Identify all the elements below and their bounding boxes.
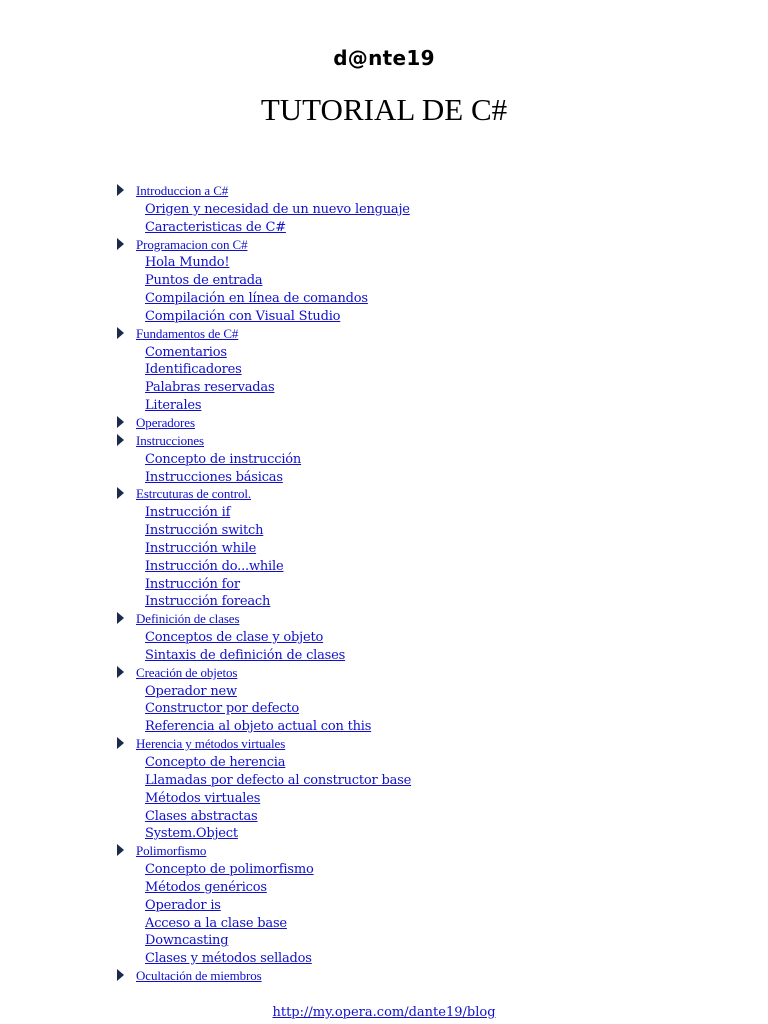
toc-section-link[interactable]: Estrcuturas de control.: [136, 486, 252, 502]
toc-section: [114, 841, 674, 859]
triangle-bullet-icon: [117, 737, 124, 749]
toc-subitem-link[interactable]: Literales: [145, 398, 202, 414]
toc-section: [114, 609, 674, 627]
triangle-bullet-icon: [117, 844, 124, 856]
triangle-bullet-icon: [117, 327, 124, 339]
toc-subitem-link[interactable]: Instrucción do...while: [145, 558, 284, 574]
toc-subitem-link[interactable]: Palabras reservadas: [145, 380, 275, 396]
toc-subitem: [114, 859, 674, 877]
toc-subitem-link[interactable]: Métodos virtuales: [145, 790, 261, 806]
toc-section: [114, 181, 674, 199]
toc-subitem: [114, 556, 674, 574]
toc-subitem-link[interactable]: Instrucción switch: [145, 523, 264, 539]
toc-subitem: [114, 877, 674, 895]
triangle-bullet-icon: [117, 487, 124, 499]
triangle-bullet-icon: [117, 238, 124, 250]
toc-subitem-link[interactable]: Downcasting: [145, 933, 229, 949]
author-name: d@nte19: [333, 46, 435, 70]
toc-section: [114, 663, 674, 681]
toc-subitem: [114, 377, 674, 395]
toc-subitem: [114, 645, 674, 663]
toc-subitem: [114, 502, 674, 520]
toc-section-link[interactable]: Programacion con C#: [136, 236, 248, 252]
toc-section-link[interactable]: Polimorfismo: [136, 843, 207, 859]
toc-subitem: [114, 913, 674, 931]
toc-section: [114, 413, 674, 431]
toc-subitem: [114, 449, 674, 467]
toc-subitem-link[interactable]: Instrucción if: [145, 505, 231, 521]
toc-subitem: [114, 574, 674, 592]
toc-section-link[interactable]: Creación de objetos: [136, 664, 238, 680]
toc-subitem-link[interactable]: Puntos de entrada: [145, 273, 263, 289]
toc-subitem-link[interactable]: System.Object: [145, 826, 238, 842]
triangle-bullet-icon: [117, 184, 124, 196]
triangle-bullet-icon: [117, 969, 124, 981]
toc-subitem-link[interactable]: Concepto de polimorfismo: [145, 862, 314, 878]
toc-section: [114, 484, 674, 502]
toc-subitem-link[interactable]: Acceso a la clase base: [145, 915, 287, 931]
toc-subitem: [114, 823, 674, 841]
toc-subitem: [114, 591, 674, 609]
toc-subitem-link[interactable]: Clases abstractas: [145, 808, 258, 824]
toc-subitem: [114, 895, 674, 913]
toc-section: [114, 431, 674, 449]
toc-section: [114, 966, 674, 984]
toc-subitem: [114, 538, 674, 556]
toc-subitem-link[interactable]: Referencia al objeto actual con this: [145, 719, 372, 735]
toc-subitem: [114, 252, 674, 270]
page-title: TUTORIAL DE C#: [260, 92, 508, 127]
toc-subitem-link[interactable]: Instrucción while: [145, 540, 257, 556]
toc-subitem: [114, 359, 674, 377]
toc-section-link[interactable]: Ocultación de miembros: [136, 968, 262, 984]
toc-section-link[interactable]: Fundamentos de C#: [136, 325, 239, 341]
toc-section-link[interactable]: Operadores: [136, 414, 195, 430]
toc-subitem-link[interactable]: Concepto de instrucción: [145, 451, 302, 467]
toc-subitem: [114, 752, 674, 770]
toc-subitem-link[interactable]: Compilación en línea de comandos: [145, 291, 368, 307]
toc-subitem-link[interactable]: Instrucciones básicas: [145, 469, 283, 485]
toc-subitem: [114, 716, 674, 734]
toc-subitem: [114, 342, 674, 360]
toc-subitem: [114, 788, 674, 806]
toc-subitem: [114, 948, 674, 966]
toc-subitem-link[interactable]: Clases y métodos sellados: [145, 951, 312, 967]
toc-subitem-link[interactable]: Sintaxis de definición de clases: [145, 647, 346, 663]
triangle-bullet-icon: [117, 416, 124, 428]
toc-section-link[interactable]: Herencia y métodos virtuales: [136, 736, 286, 752]
toc-section-link[interactable]: Instrucciones: [136, 432, 205, 448]
toc-subitem-link[interactable]: Conceptos de clase y objeto: [145, 630, 324, 646]
toc-subitem: [114, 288, 674, 306]
toc-section: [114, 324, 674, 342]
toc-subitem-link[interactable]: Operador is: [145, 897, 221, 913]
toc-subitem-link[interactable]: Llamadas por defecto al constructor base: [145, 772, 412, 788]
toc-subitem: [114, 627, 674, 645]
triangle-bullet-icon: [117, 434, 124, 446]
toc-subitem: [114, 217, 674, 235]
toc-subitem-link[interactable]: Caracteristicas de C#: [145, 219, 286, 235]
toc-subitem-link[interactable]: Concepto de herencia: [145, 755, 286, 770]
toc-subitem-link[interactable]: Instrucción foreach: [145, 594, 271, 610]
toc-section: [114, 734, 674, 752]
triangle-bullet-icon: [117, 666, 124, 678]
toc-subitem: [114, 770, 674, 788]
toc-subitem-link[interactable]: Constructor por defecto: [145, 701, 300, 717]
toc-subitem-link[interactable]: Operador new: [145, 683, 237, 699]
toc-subitem-link[interactable]: Compilación con Visual Studio: [145, 308, 341, 324]
toc-subitem: [114, 930, 674, 948]
toc-subitem: [114, 681, 674, 699]
toc-subitem: [114, 520, 674, 538]
triangle-bullet-icon: [117, 612, 124, 624]
toc-section-link[interactable]: Definición de clases: [136, 611, 240, 627]
toc-subitem-link[interactable]: Métodos genéricos: [145, 879, 267, 895]
toc-subitem-link[interactable]: Origen y necesidad de un nuevo lenguaje: [145, 201, 410, 217]
toc-subitem-link[interactable]: Identificadores: [145, 362, 242, 378]
toc-subitem: [114, 698, 674, 716]
toc-section-link[interactable]: Introduccion a C#: [136, 183, 229, 198]
footer: [0, 1005, 768, 1020]
toc-subitem: [114, 270, 674, 288]
toc-subitem: [114, 199, 674, 217]
toc-subitem: [114, 467, 674, 485]
toc-subitem: [114, 806, 674, 824]
toc-subitem: [114, 306, 674, 324]
table-of-contents: [114, 181, 674, 984]
toc-subitem: [114, 395, 674, 413]
toc-subitem-link[interactable]: Instrucción for: [145, 576, 240, 592]
toc-subitem-link[interactable]: Comentarios: [145, 344, 227, 360]
blog-link[interactable]: http://my.opera.com/dante19/blog: [272, 1005, 496, 1020]
toc-section: [114, 235, 674, 253]
toc-subitem-link[interactable]: Hola Mundo!: [145, 255, 230, 271]
